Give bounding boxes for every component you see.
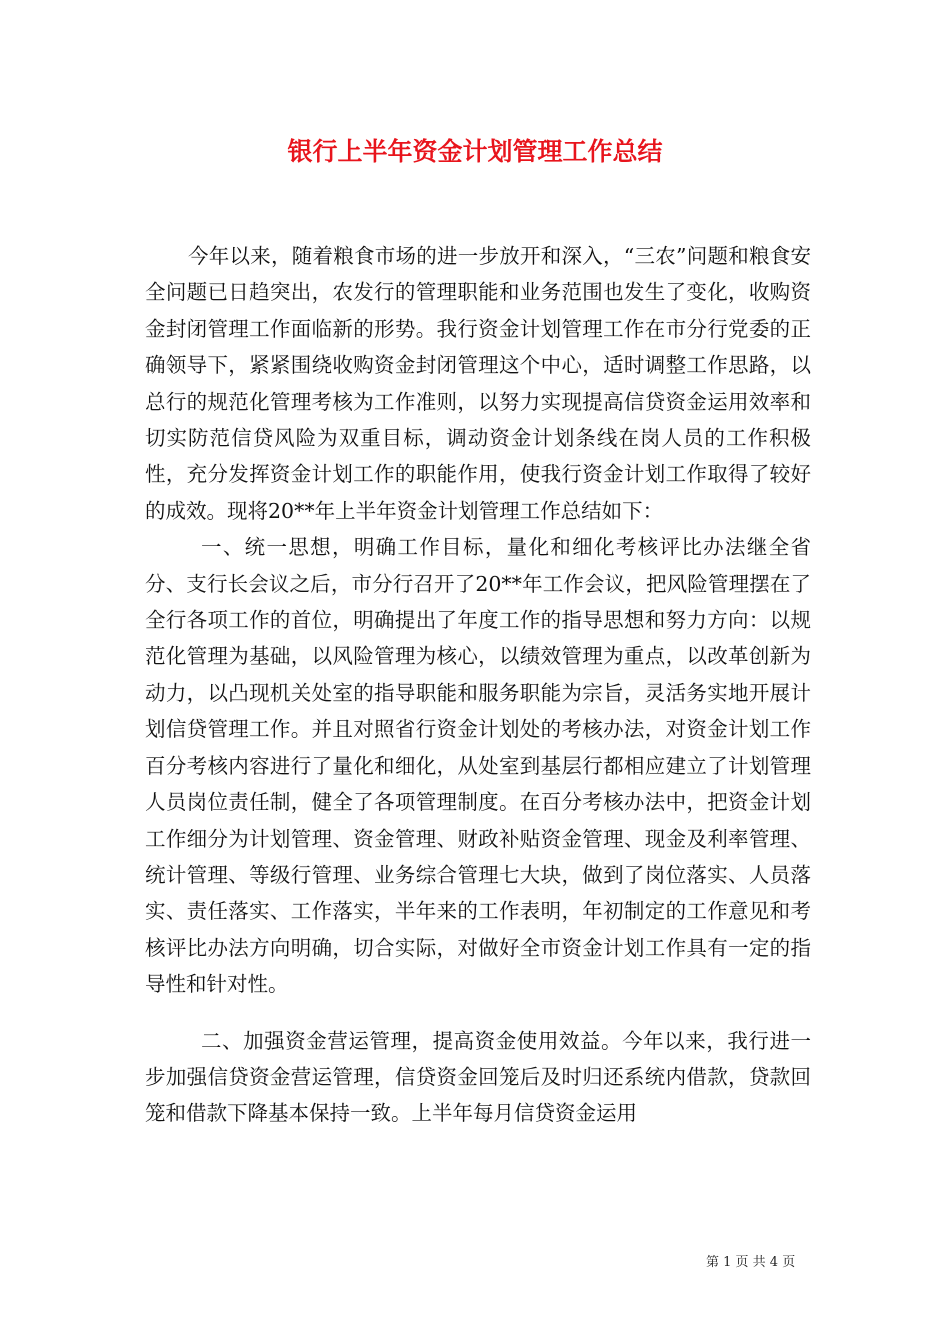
paragraph-section-one: 一、统一思想，明确工作目标，量化和细化考核评比办法继全省分、支行长会议之后，市分行召开了20**年工作会议，把风险管理摆在了全行各项工作的首位，明确提出了年度工作的指导思想和努力方向：以规范化管理为基础，以风险管理为核心，以绩效管理为重点，以改革创新为动力，以凸现机关处室的指导职能和服务职能为宗旨，灵活务实地开展计划信贷管理工作。并且对照省行资金计划处的考核办法，对资金计划工作百分考核内容进行了量化和细化，从处室到基层行都相应建立了计划管理人员岗位责任制，健全了各项管理制度。在百分考核办法中，把资金计划工作细分为计划管理、资金管理、财政补贴资金管理、现金及利率管理、统计管理、等级行管理、业务综合管理七大块，做到了岗位落实、人员落实、责任落实、工作落实，半年来的工作表明，年初制定的工作意见和考核评比办法方向明确，切合实际，对做好全市资金计划工作具有一定的指导性和针对性。 <box>145 535 811 997</box>
document-body <box>145 238 811 1132</box>
page-number: 第 1 页 共 4 页 <box>706 1255 796 1270</box>
page-title: 银行上半年资金计划管理工作总结 <box>287 137 663 166</box>
paragraph-section-two: 二、加强资金营运管理，提高资金使用效益。今年以来，我行进一步加强信贷资金营运管理，信贷资金回笼后及时归还系统内借款，贷款回笼和借款下降基本保持一致。上半年每月信贷资金运用 <box>145 1028 811 1126</box>
paragraph-intro: 今年以来，随着粮食市场的进一步放开和深入，“三农”问题和粮食安全问题已日趋突出，农发行的管理职能和业务范围也发生了变化，收购资金封闭管理工作面临新的形势。我行资金计划管理工作在市分行党委的正确领导下，紧紧围绕收购资金封闭管理这个中心，适时调整工作思路，以总行的规范化管理考核为工作准则，以努力实现提高信贷资金运用效率和切实防范信贷风险为双重目标，调动资金计划条线在岗人员的工作积极性，充分发挥资金计划工作的职能作用，使我行资金计划工作取得了较好的成效。现将20**年上半年资金计划管理工作总结如下： <box>145 244 811 523</box>
